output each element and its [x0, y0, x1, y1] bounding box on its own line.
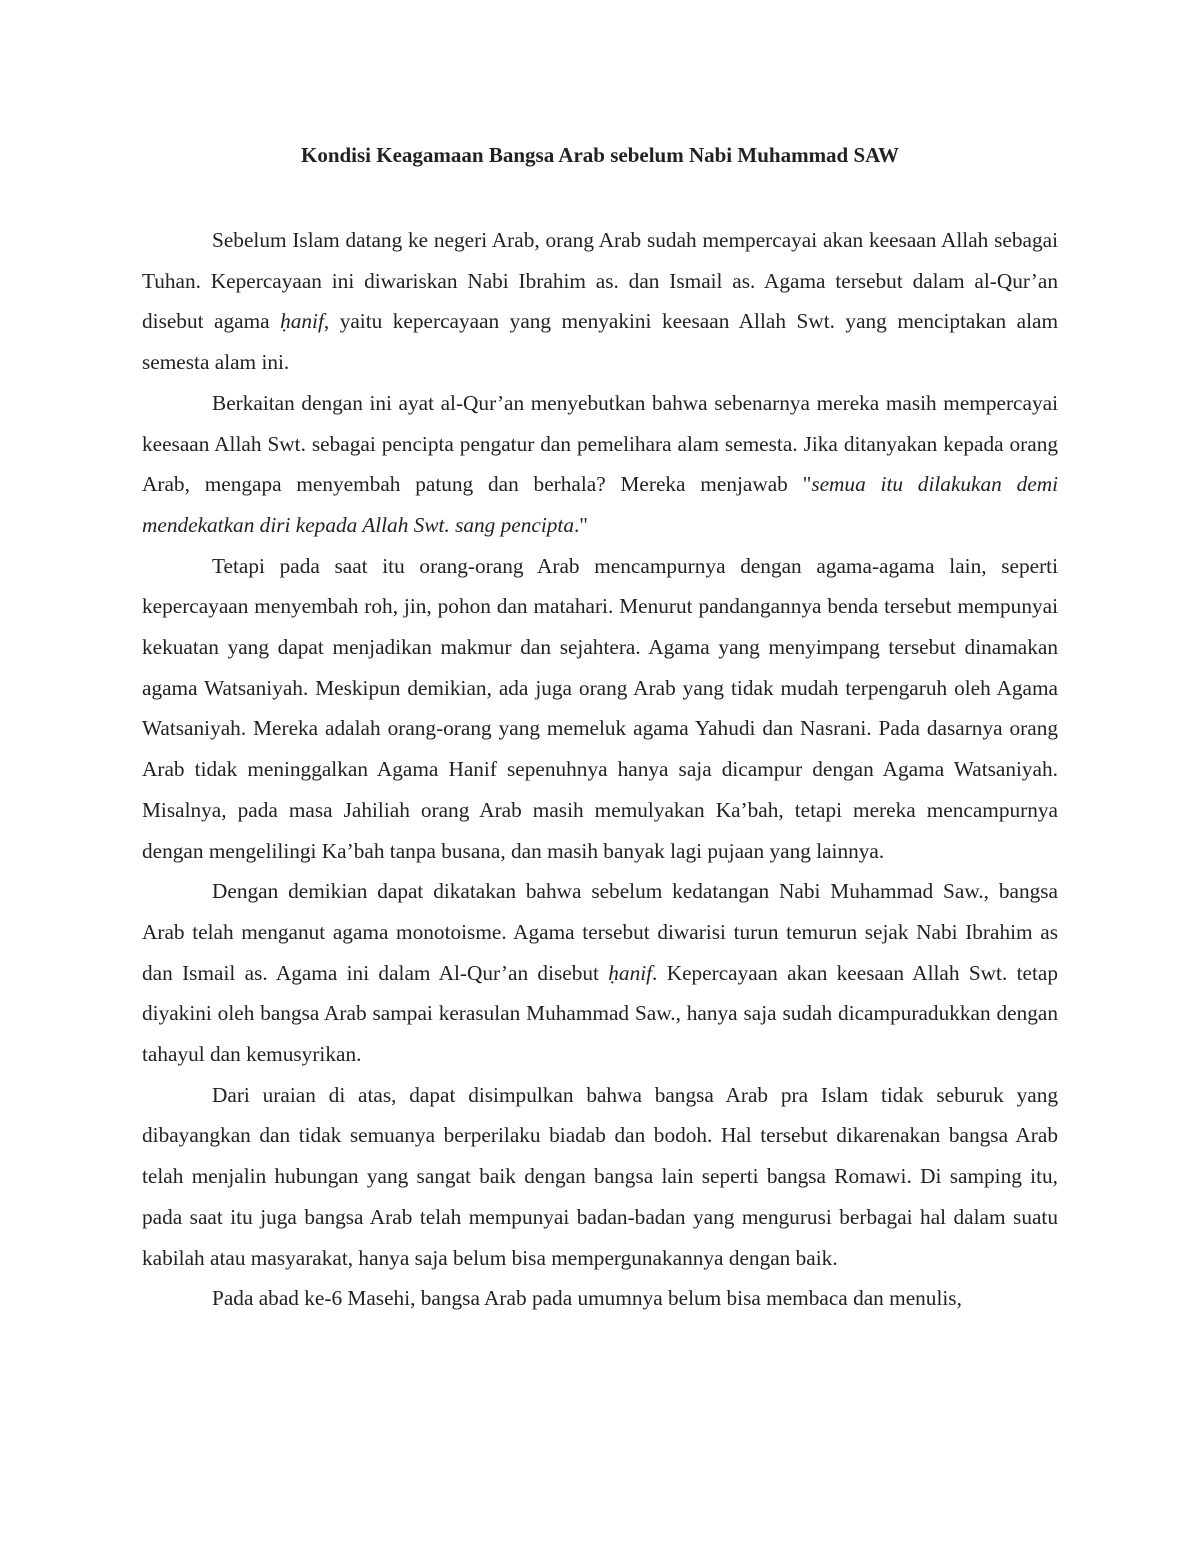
paragraph-4-text-a: Dengan demikian dapat dikatakan bahwa sebelum kedatangan Nabi Muhammad Saw., bangsa Arab telah menganut agama monotoisme. Agama tersebut diwarisi turun temurun sejak Nabi Ibrahim as dan Ismail as. Agama ini dalam Al-Qur’an disebut: [142, 879, 1058, 985]
paragraph-6: [142, 1278, 1058, 1319]
paragraph-2: [142, 383, 1058, 546]
paragraph-1-italic-term: ḥanif: [280, 309, 324, 334]
paragraph-5: [142, 1075, 1058, 1279]
paragraph-2-text-b: .": [573, 512, 589, 537]
paragraph-1-text-a: Sebelum Islam datang ke negeri Arab, orang Arab sudah mempercayai akan keesaan Allah sebagai Tuhan. Kepercayaan ini diwariskan Nabi Ibrahim as. dan Ismail as. Agama tersebut dalam al-Qur’an disebut agama: [142, 228, 1058, 334]
paragraph-2-text-a: Berkaitan dengan ini ayat al-Qur’an menyebutkan bahwa sebenarnya mereka masih mempercayai keesaan Allah Swt. sebagai pencipta pengatur dan pemelihara alam semesta. Jika ditanyakan kepada orang Arab, mengapa menyembah patung dan berhala? Mereka menjawab ": [142, 390, 1058, 497]
paragraph-5-text: Dari uraian di atas, dapat disimpulkan bahwa bangsa Arab pra Islam tidak seburuk yang dibayangkan dan tidak semuanya berperilaku biadab dan bodoh. Hal tersebut dikarenakan bangsa Arab telah menjalin hubungan yang sangat baik dengan bangsa lain seperti bangsa Romawi. Di samping itu, pada saat itu juga bangsa Arab telah mempunyai badan-badan yang mengurusi berbagai hal dalam suatu kabilah atau masyarakat, hanya saja belum bisa mempergunakannya dengan baik.: [142, 1082, 1058, 1270]
paragraph-2-italic-quote: semua itu dilakukan demi mendekatkan diri kepada Allah Swt. sang pencipta: [142, 472, 1058, 537]
paragraph-6-text: Pada abad ke-6 Masehi, bangsa Arab pada umumnya belum bisa membaca dan menulis,: [212, 1286, 962, 1311]
document-title: Kondisi Keagamaan Bangsa Arab sebelum Nabi Muhammad SAW: [300, 143, 900, 167]
paragraph-1: [142, 220, 1058, 383]
paragraph-4: [142, 871, 1058, 1075]
paragraph-3-text: Tetapi pada saat itu orang-orang Arab mencampurnya dengan agama-agama lain, seperti kepercayaan menyembah roh, jin, pohon dan matahari. Menurut pandangannya benda tersebut mempunyai kekuatan yang dapat menjadikan makmur dan sejahtera. Agama yang menyimpang tersebut dinamakan agama Watsaniyah. Meskipun demikian, ada juga orang Arab yang tidak mudah terpengaruh oleh Agama Watsaniyah. Mereka adalah orang-orang yang memeluk agama Yahudi dan Nasrani. Pada dasarnya orang Arab tidak meninggalkan Agama Hanif sepenuhnya hanya saja dicampur dengan Agama Watsaniyah. Misalnya, pada masa Jahiliah orang Arab masih memulyakan Ka’bah, tetapi mereka mencampurnya dengan mengelilingi Ka’bah tanpa busana, dan masih banyak lagi pujaan yang lainnya.: [142, 553, 1058, 863]
paragraph-4-italic-term: ḥanif: [608, 960, 653, 985]
document-body: [142, 220, 1058, 1319]
paragraph-1-text-b: , yaitu kepercayaan yang menyakini keesaan Allah Swt. yang menciptakan alam semesta alam ini.: [142, 309, 1059, 375]
paragraph-4-text-b: . Kepercayaan akan keesaan Allah Swt. tetap diyakini oleh bangsa Arab sampai kerasulan Muhammad Saw., hanya saja sudah dicampuradukkan dengan tahayul dan kemusyrikan.: [142, 960, 1058, 1067]
paragraph-3: [142, 546, 1058, 872]
